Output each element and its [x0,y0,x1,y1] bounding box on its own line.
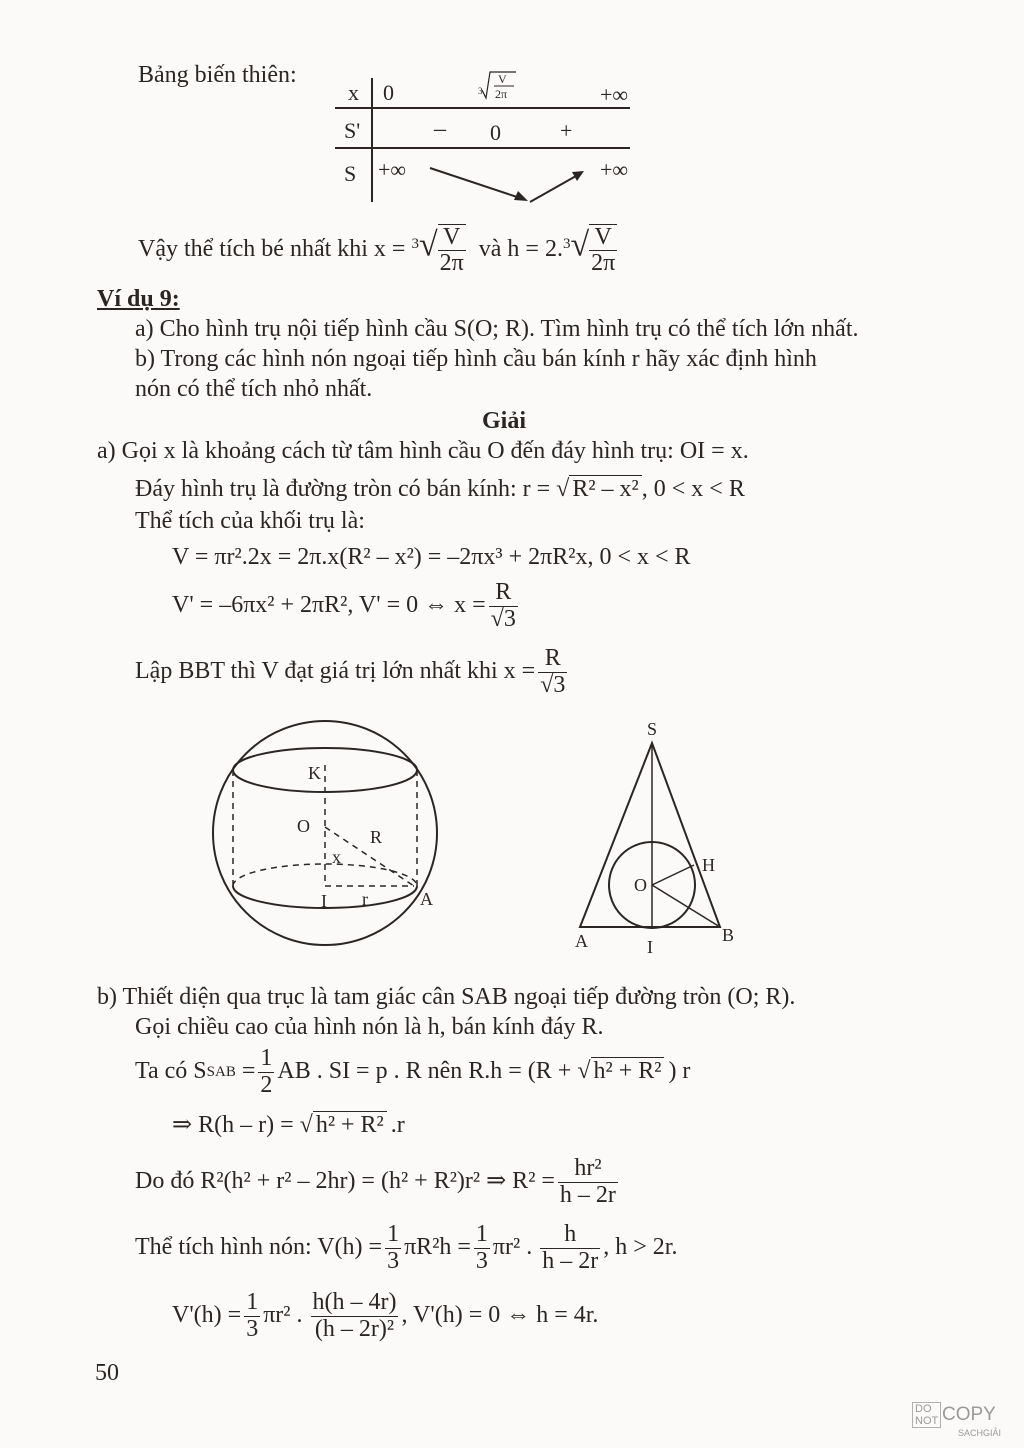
solution-b-vol-mid2: πr² . [492,1234,533,1261]
solution-b-deriv-den: (h – 2r)² [311,1316,399,1342]
solution-b-area-sqrt: √ h² + R² [577,1058,664,1086]
conclusion-num: V [443,223,461,250]
radius-oh [652,865,694,885]
solution-b-implies-sqrt: √ h² + R² [300,1112,387,1140]
example-part-b-1: b) Trong các hình nón ngoại tiếp hình cầu bán kính r hãy xác định hình [135,346,817,372]
watermark-copy: COPY [942,1404,996,1425]
conclusion-line [138,220,620,280]
solution-b-third-den-2: 3 [475,1247,488,1274]
watermark-logo [912,1402,1016,1442]
cone-label-B: B [722,925,735,945]
solution-b-third-num-1: 1 [387,1221,400,1248]
solution-b-third-1 [385,1222,401,1273]
bbt-s-right: +∞ [600,157,629,182]
solution-b-derivative [172,1282,598,1350]
conclusion-prefix: Vậy thể tích bé nhất khi x = [138,236,406,263]
solution-b-vol-frac-den: h – 2r [542,1247,599,1274]
sphere-label-r: r [362,889,368,909]
bbt-label: Bảng biến thiên: [138,62,297,88]
solution-b-area: Ta có S SAB = $\frac{1}{2}$ AB . SI = p . R nên R.h = (R + √ h² + R² ) r [135,1045,691,1098]
solution-b-line1: b) Thiết diện qua trục là tam giác cân SAB ngoại tiếp đường tròn (O; R). [97,984,796,1010]
cone-label-S: S [647,719,658,739]
cone-label-O: O [634,875,647,895]
solution-b-implies [172,1112,405,1140]
solution-b-half-den: 2 [260,1071,273,1098]
solution-a-bbt-den: √3 [540,671,566,698]
conclusion-middle: và h = 2. [478,236,563,263]
watermark-not: NOT [915,1415,939,1427]
bbt-sprime-minus: – [434,116,446,142]
bbt-x-zero: 0 [383,80,394,105]
solution-a-derivative [172,574,521,638]
solution-b-vol-prefix: Thể tích hình nón: V(h) = [135,1234,383,1261]
solution-b-deriv-num: h(h – 4r) [312,1289,397,1316]
bbt-x-crit-index: 3 [478,86,483,96]
solution-b-line2: Gọi chiều cao của hình nón là h, bán kính đáy R. [135,1014,604,1040]
solution-b-volume [135,1216,677,1280]
sphere-label-K: K [308,763,321,783]
segment-ob [652,885,720,927]
bbt-sprime-plus: + [560,118,573,143]
watermark-brand: SACHGIẢI [958,1428,1002,1438]
solution-a-derivative-frac [489,580,518,631]
solution-b-area-suffix: ) r [668,1058,691,1085]
solution-a-volume: V = πr².2x = 2π.x(R² – x²) = –2πx³ + 2πR²x, 0 < x < R [172,544,691,570]
solution-a-derivative-prefix: V' = –6πx² + 2πR², V' = 0 ⇔ x = [172,592,486,619]
solution-a-bbt-frac [538,646,567,697]
solution-b-deriv-prefix: V'(h) = [172,1302,242,1329]
solution-a-line1: a) Gọi x là khoảng cách từ tâm hình cầu O đến đáy hình trụ: OI = x. [97,438,749,464]
sphere-cylinder-figure [200,715,460,955]
solution-b-r2-den: h – 2r [559,1181,616,1208]
solution-b-third-2 [474,1222,490,1273]
bbt-sprime-label: S' [344,118,361,143]
conclusion-cube-root: $^3$√ $\frac{V}{2\pi}$ [411,223,464,276]
bbt-decrease-arrow [430,168,520,198]
solution-a-line3: Thể tích của khối trụ là: [135,508,365,534]
bbt-decrease-arrowhead [514,191,528,201]
bbt-increase-arrowhead [572,171,584,181]
solution-a-frac-num: R [495,579,512,606]
conclusion-den: 2π [439,250,464,276]
solution-b-dodo [135,1150,621,1214]
bbt-x-crit-num: V [498,72,507,86]
cone-sphere-figure [565,715,755,960]
solution-a-frac-den: √3 [490,605,516,632]
solution-b-area-root: h² + R² [591,1057,665,1084]
solution-b-implies-suffix: .r [390,1112,405,1138]
conclusion-cube-root-2: $^3$√ $\frac{V}{2\pi}$ [562,223,616,276]
solution-a-line2-suffix: , 0 < x < R [641,476,745,502]
bbt-x-label: x [348,80,359,105]
solution-b-area-prefix: Ta có S [135,1058,207,1085]
solution-b-half-num: 1 [260,1045,273,1072]
example-part-a: a) Cho hình trụ nội tiếp hình cầu S(O; R). Tìm hình trụ có thể tích lớn nhất. [135,316,859,342]
solution-b-vol-frac-num: h [564,1221,577,1248]
solution-b-vol-suffix: , h > 2r. [603,1234,678,1261]
solution-b-deriv-third [244,1290,260,1341]
solution-b-vol-mid1: πR²h = [404,1234,471,1261]
solution-b-deriv-frac [311,1290,399,1341]
sphere-label-I: I [321,891,327,911]
solution-b-half [258,1046,274,1097]
solution-b-deriv-suffix: , V'(h) = 0 ⇔ h = 4r. [401,1302,599,1329]
solution-b-dodo-text: Do đó R²(h² + r² – 2hr) = (h² + R²)r² ⇒ R² = [135,1168,555,1195]
conclusion-num-2: V [594,223,612,250]
bbt-sprime-zero: 0 [490,120,501,145]
cone-label-A: A [575,931,588,951]
bbt-s-label: S [344,161,357,186]
page-number: 50 [95,1360,119,1386]
solution-b-vol-frac [540,1222,600,1273]
solution-b-deriv-third-den: 3 [246,1315,259,1342]
conclusion-root-index: 3 [411,236,419,253]
solution-b-deriv-third-num: 1 [246,1289,259,1316]
bbt-x-inf: +∞ [600,82,629,107]
sphere-label-A: A [420,889,433,909]
solution-b-r2-frac [558,1156,618,1207]
example-title: Ví dụ 9: [97,286,180,312]
solution-a-bbt [135,640,570,704]
solution-a-line2 [135,476,745,504]
solution-a-bbt-num: R [544,645,561,672]
solution-b-area-mid: AB . SI = p . R nên R.h = (R + [277,1058,572,1085]
sphere-label-R: R [370,827,383,847]
conclusion-root-index-2: 3 [562,236,571,253]
watermark-do: DO [915,1403,932,1415]
solution-b-third-num-2: 1 [475,1221,488,1248]
sphere-label-O: O [297,816,310,836]
bbt-s-left: +∞ [378,157,407,182]
solution-a-line2-prefix: Đáy hình trụ là đường tròn có bán kính: r = [135,476,551,502]
solution-b-area-eq: = [241,1058,256,1085]
solution-b-third-den-1: 3 [387,1247,400,1274]
cone-label-I: I [647,937,653,957]
solution-b-implies-prefix: ⇒ R(h – r) = [172,1112,294,1138]
solution-b-r2-num: hr² [574,1155,602,1182]
triangle-sab [580,743,720,927]
example-part-b-2: nón có thể tích nhỏ nhất. [135,376,373,402]
solution-a-bbt-prefix: Lập BBT thì V đạt giá trị lớn nhất khi x = [135,658,536,685]
bbt-increase-arrow [530,176,576,202]
variation-table [330,60,650,210]
bbt-x-crit-den: 2π [495,87,508,101]
cone-label-H: H [702,855,715,875]
solution-a-line2-sqrt: √ R² – x² [556,476,642,504]
solution-b-implies-root: h² + R² [313,1111,387,1138]
sphere-label-x: x [332,847,341,867]
solution-b-deriv-mid: πr² . [263,1302,303,1329]
solution-title: Giải [482,408,527,434]
solution-a-line2-root: R² – x² [569,475,641,502]
conclusion-den-2: 2π [591,250,616,276]
